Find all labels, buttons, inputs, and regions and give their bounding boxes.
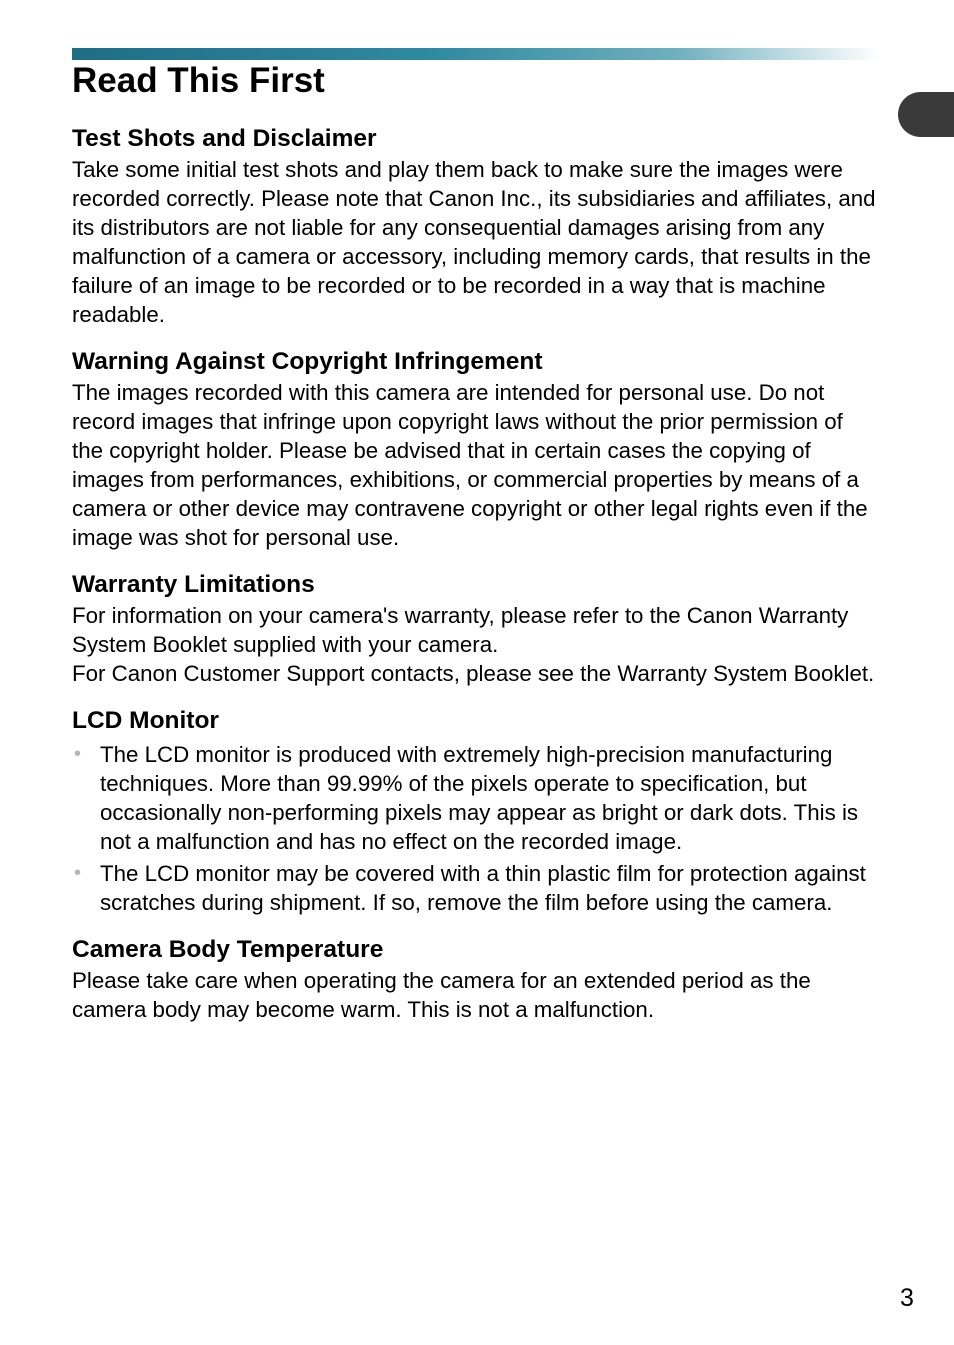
bullet-list bbox=[72, 740, 880, 917]
section-heading: Warranty Limitations bbox=[72, 571, 315, 598]
section-test-shots bbox=[72, 122, 880, 329]
section-warranty bbox=[72, 568, 880, 688]
section-body: The images recorded with this camera are intended for personal use. Do not record images that infringe upon copyright laws without the prior permission of the copyright holder. Please be advised that in certain cases the copying of images from performances, exhibitions, or commercial properties by means of a camera or other device may contravene copyright or other legal rights even if the image was shot for personal use. bbox=[72, 380, 868, 550]
header-gradient-bar bbox=[72, 48, 880, 60]
bullet-icon: • bbox=[74, 862, 82, 884]
list-item-text: The LCD monitor may be covered with a thin plastic film for protection against scratches during shipment. If so, remove the film before using the camera. bbox=[100, 861, 866, 915]
section-heading: Test Shots and Disclaimer bbox=[72, 125, 377, 152]
page-title: Read This First bbox=[72, 61, 325, 100]
page-number: 3 bbox=[900, 1284, 914, 1312]
section-body: For Canon Customer Support contacts, please see the Warranty System Booklet. bbox=[72, 661, 875, 686]
list-item bbox=[72, 859, 880, 917]
list-item-text: The LCD monitor is produced with extremely high-precision manufacturing techniques. More than 99.99% of the pixels operate to specification, but occasionally non-performing pixels may appear as bright or dark dots. This is not a malfunction and has no effect on the recorded image. bbox=[100, 742, 859, 854]
section-copyright bbox=[72, 345, 880, 552]
section-lcd-monitor bbox=[72, 704, 880, 917]
section-heading: Warning Against Copyright Infringement bbox=[72, 348, 543, 375]
chapter-tab bbox=[898, 92, 954, 137]
section-heading: LCD Monitor bbox=[72, 707, 219, 734]
section-heading: Camera Body Temperature bbox=[72, 936, 384, 963]
page-content bbox=[72, 122, 880, 1040]
section-body: Please take care when operating the camera for an extended period as the camera body may become warm. This is not a malfunction. bbox=[72, 968, 811, 1022]
section-body: Take some initial test shots and play them back to make sure the images were recorded correctly. Please note that Canon Inc., its subsidiaries and affiliates, and its distributors are not liable for any consequential damages arising from any malfunction of a camera or accessory, including memory cards, that results in the failure of an image to be recorded or to be recorded in a way that is machine readable. bbox=[72, 157, 876, 327]
section-temperature bbox=[72, 933, 880, 1024]
bullet-icon: • bbox=[74, 743, 82, 765]
list-item bbox=[72, 740, 880, 856]
section-body: For information on your camera's warranty, please refer to the Canon Warranty System Booklet supplied with your camera. bbox=[72, 603, 849, 657]
